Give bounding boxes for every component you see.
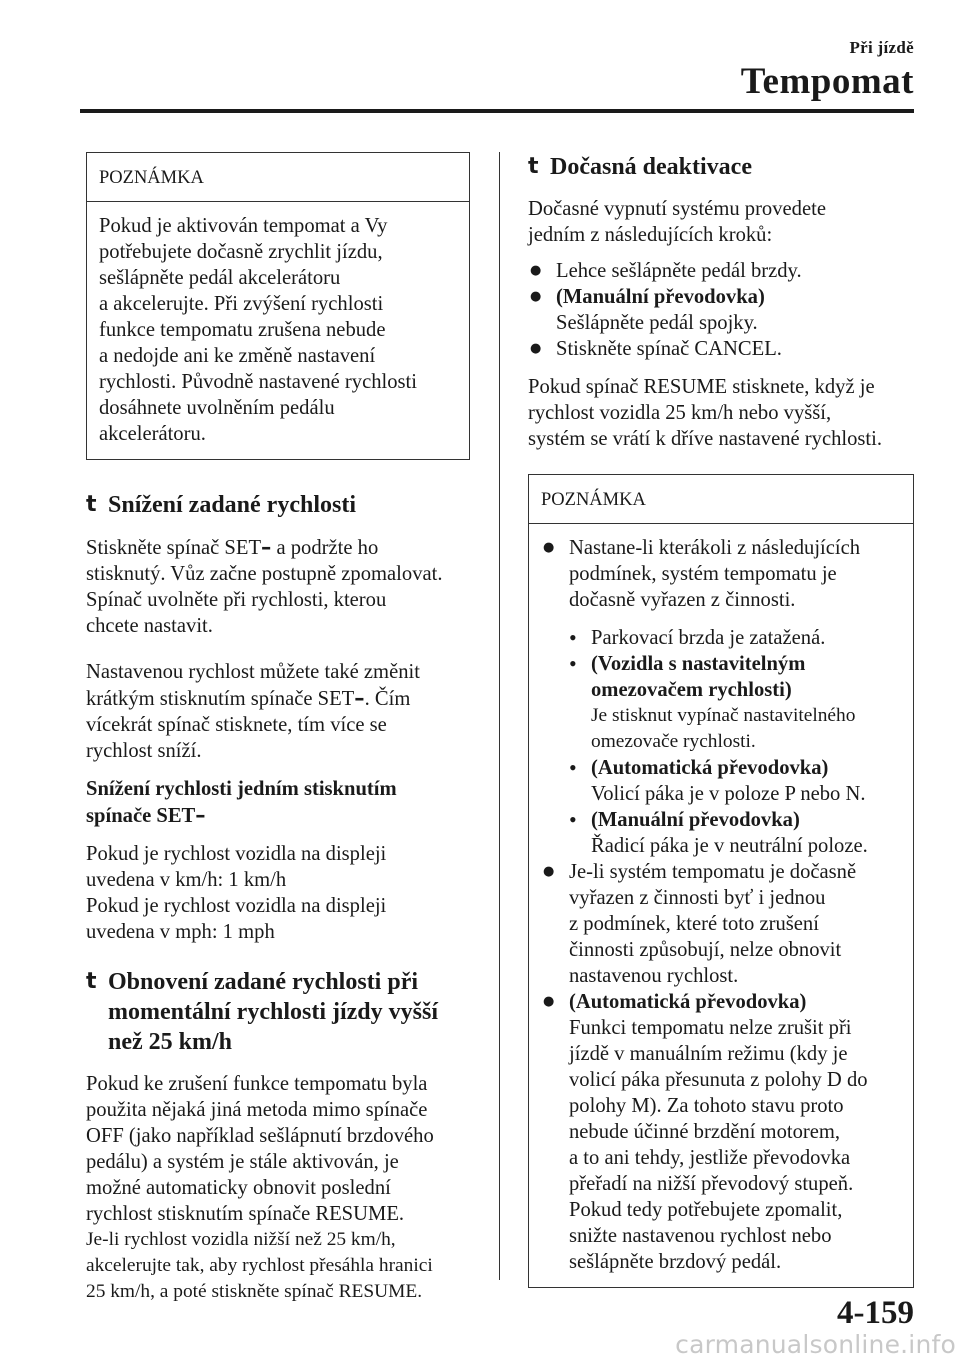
sub-item	[569, 807, 901, 859]
section-heading-resume-speed	[86, 967, 470, 1057]
text: a podržte ho	[271, 537, 379, 559]
note-line: sešlápněte pedál akcelerátoru	[99, 267, 341, 289]
note-line: rychlosti. Původně nastavené rychlosti	[99, 371, 417, 393]
note-line: funkce tempomatu zrušena nebude	[99, 319, 386, 341]
text: činnosti způsobují, nelze obnovit	[569, 939, 842, 961]
text: možné automaticky obnovit poslední	[86, 1177, 391, 1199]
column-divider	[499, 152, 500, 1280]
left-column	[86, 152, 470, 1305]
text: Je stisknut vypínač nastavitelného	[591, 705, 856, 726]
text: Stiskněte spínač SET	[86, 537, 262, 559]
text: nastavenou rychlost.	[569, 965, 739, 987]
text: vícekrát spínač stisknete, tím více se	[86, 714, 387, 736]
text: Volicí páka je v poloze P nebo N.	[591, 783, 866, 805]
section-marker-icon: t	[528, 154, 539, 179]
text: spínače SET	[86, 805, 196, 827]
text: z podmínek, které toto zrušení	[569, 913, 819, 935]
text: pedálu) a systém je stále aktivován, je	[86, 1151, 399, 1173]
text: Řadicí páka je v neutrální poloze.	[591, 835, 868, 857]
text: Lehce sešlápněte pedál brzdy.	[556, 260, 802, 282]
text: snižte nastavenou rychlost nebo	[569, 1225, 832, 1247]
text: polohy M). Za tohoto stavu proto	[569, 1095, 844, 1117]
list-item	[541, 989, 901, 1275]
text: podmínek, systém tempomatu je	[569, 563, 837, 585]
text: Pokud je rychlost vozidla na displeji	[86, 895, 387, 917]
text: omezovače rychlosti.	[591, 731, 756, 752]
text: Spínač uvolněte při rychlosti, kterou	[86, 589, 387, 611]
paragraph	[86, 1227, 470, 1305]
minus-icon: –	[195, 803, 206, 827]
text: Obnovení zadané rychlosti při	[108, 969, 419, 995]
text: ● Nastane-li kterákoli z následujících	[569, 537, 861, 559]
note-line: a akcelerujte. Při zvýšení rychlosti	[99, 293, 384, 315]
paragraph	[528, 374, 914, 452]
bullet-list	[541, 535, 901, 1275]
page-title: Tempomat	[740, 61, 914, 102]
text: použita nějaká jiná metoda mimo spínače	[86, 1099, 428, 1121]
text: akcelerujte tak, aby rychlost přesáhla hranici	[86, 1255, 433, 1276]
text: sešlápněte brzdový pedál.	[569, 1251, 782, 1273]
text: Funkci tempomatu nelze zrušit při	[569, 1017, 852, 1039]
section-heading-temp-deactivation	[528, 152, 914, 182]
paragraph	[86, 659, 470, 764]
text: rychlost stisknutím spínače RESUME.	[86, 1203, 405, 1225]
text: systém se vrátí k dříve nastavené rychlosti.	[528, 428, 883, 450]
text: 25 km/h, a poté stiskněte spínač RESUME.	[86, 1281, 423, 1302]
note-body	[529, 524, 913, 1287]
text: ● (Automatická převodovka)	[569, 991, 807, 1013]
text: rychlost sníží.	[86, 740, 202, 762]
sub-list	[569, 625, 901, 859]
text: Nastavenou rychlost můžete také změnit	[86, 661, 420, 683]
sub-item	[569, 755, 901, 807]
text: než 25 km/h	[108, 1029, 233, 1055]
text: nebude účinné brzdění motorem,	[569, 1121, 841, 1143]
text: vyřazen z činnosti byť i jednou	[569, 887, 826, 909]
text: Stiskněte spínač CANCEL.	[556, 338, 782, 360]
text: • (Vozidla s nastavitelným	[591, 653, 806, 675]
text: • (Automatická převodovka)	[591, 757, 829, 779]
note-line: a nedojde ani ke změně nastavení	[99, 345, 376, 367]
section-marker-icon: t	[86, 492, 97, 517]
page-number: 4-159	[837, 1295, 914, 1331]
note-box-1	[86, 152, 470, 460]
text: • (Manuální převodovka)	[591, 809, 800, 831]
minus-icon: –	[261, 535, 272, 559]
text: stisknutý. Vůz začne postupně zpomalovat.	[86, 563, 443, 585]
text: ● Je-li systém tempomatu je dočasně	[569, 861, 857, 883]
minus-icon: –	[354, 686, 365, 710]
list-item	[528, 258, 914, 284]
heading-text: Dočasná deaktivace	[550, 154, 752, 180]
text: jízdě v manuálním režimu (kdy je	[569, 1043, 848, 1065]
paragraph	[528, 196, 914, 248]
heading-text: Snížení zadané rychlosti	[108, 492, 357, 518]
text: rychlost vozidla 25 km/h nebo vyšší,	[528, 402, 832, 424]
text: chcete nastavit.	[86, 615, 213, 637]
heading-text	[108, 967, 470, 1057]
note-line: Pokud je aktivován tempomat a Vy	[99, 215, 388, 237]
paragraph	[86, 841, 470, 945]
header-rule	[80, 109, 914, 113]
text: Sešlápněte pedál spojky.	[556, 312, 758, 334]
note-line: akcelerátoru.	[99, 423, 206, 445]
list-item	[528, 284, 914, 336]
text: Snížení rychlosti jedním stisknutím	[86, 778, 397, 800]
note-title: POZNÁMKA	[87, 153, 469, 202]
bullet-list	[528, 258, 914, 362]
list-item	[528, 336, 914, 362]
right-column	[528, 152, 914, 1288]
text: Dočasné vypnutí systému provedete	[528, 198, 826, 220]
text: volicí páka přesunuta z polohy D do	[569, 1069, 868, 1091]
section-heading-reduce-speed	[86, 490, 470, 520]
text: ● (Manuální převodovka)	[556, 286, 765, 308]
text: Pokud tedy potřebujete zpomalit,	[569, 1199, 843, 1221]
subheading	[86, 776, 470, 829]
text: jedním z následujících kroků:	[528, 224, 773, 246]
text: a to ani tehdy, jestliže převodovka	[569, 1147, 851, 1169]
header-section: Při jízdě	[849, 38, 914, 57]
text: Pokud ke zrušení funkce tempomatu byla	[86, 1073, 428, 1095]
note-body	[87, 202, 469, 459]
text: uvedena v km/h: 1 km/h	[86, 869, 287, 891]
text: Je-li rychlost vozidla nižší než 25 km/h,	[86, 1229, 396, 1250]
watermark: carmanualsonline.info	[675, 1330, 956, 1359]
paragraph	[86, 534, 470, 639]
list-item	[541, 859, 901, 989]
text: dočasně vyřazen z činnosti.	[569, 589, 796, 611]
text: Pokud je rychlost vozidla na displeji	[86, 843, 387, 865]
text: uvedena v mph: 1 mph	[86, 921, 275, 943]
note-line: potřebujete dočasně zrychlit jízdu,	[99, 241, 383, 263]
text: omezovačem rychlosti)	[591, 679, 792, 701]
sub-item	[569, 651, 901, 755]
paragraph	[86, 1071, 470, 1227]
text: Parkovací brzda je zatažená.	[591, 627, 826, 649]
sub-item	[569, 625, 901, 651]
text: Pokud spínač RESUME stisknete, když je	[528, 376, 875, 398]
text: přeřadí na nižší převodový stupeň.	[569, 1173, 854, 1195]
list-item	[541, 535, 901, 859]
text: . Čím	[364, 688, 411, 710]
note-line: dosáhnete uvolněním pedálu	[99, 397, 335, 419]
note-box-2	[528, 474, 914, 1288]
text: OFF (jako například sešlápnutí brzdového	[86, 1125, 434, 1147]
text: krátkým stisknutím spínače SET	[86, 688, 355, 710]
note-title: POZNÁMKA	[529, 475, 913, 524]
text: momentální rychlosti jízdy vyšší	[108, 999, 438, 1025]
section-marker-icon: t	[86, 969, 97, 994]
